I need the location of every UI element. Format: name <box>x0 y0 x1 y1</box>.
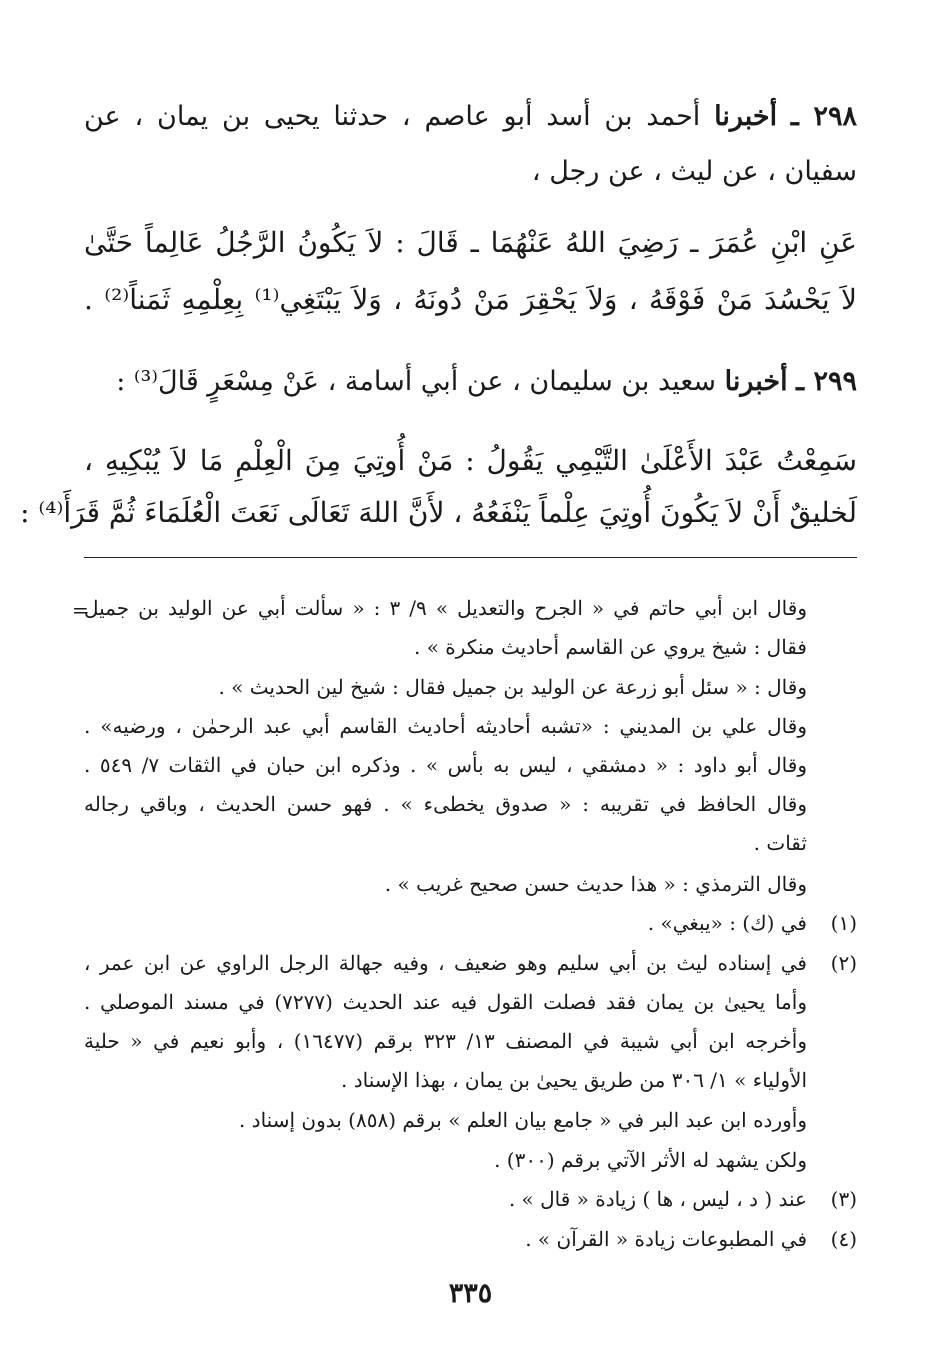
footnote-line: ولكن يشهد له الأثر الآتي برقم (٣٠٠) . <box>494 1148 807 1172</box>
hadith-298-line-1: عَنِ ابْنِ عُمَرَ ـ رَضِيَ اللهُ عَنْهُمَا ـ قَالَ : لاَ يَكُونُ الرَّجُلُ عَالِماً حَتَّىٰ <box>84 226 857 259</box>
entry-keyword: أخبرنا <box>724 366 788 397</box>
page-number: ٣٣٥ <box>448 1278 493 1309</box>
continuation-marker: = <box>72 598 89 622</box>
footnote-line: في (ك) : «يبغي» . <box>647 911 807 935</box>
footnote-continuation-line: وقال أبو داود : « دمشقي ، ليس به بأس » . وذكره ابن حبان في الثقات ٧/ ٥٤٩ . <box>84 753 807 777</box>
footnote-marker: (٤) <box>830 1227 857 1251</box>
hadith-298-line-2: لاَ يَحْسُدَ مَنْ فَوْقَهُ ، وَلاَ يَحْقِرَ مَنْ دُونَهُ ، وَلاَ يَبْتَغِي⁽¹⁾ بِعِلْمِهِ ثَمَناً⁽²⁾ . <box>84 283 857 316</box>
footnote-continuation-line: وقال : « سئل أبو زرعة عن الوليد بن جميل فقال : شيخ لين الحديث » . <box>218 675 807 699</box>
hadith-299-line-2: لَخليقٌ أَنْ لاَ يَكُونَ أُوتِيَ عِلْماً يَنْفَعُهُ ، لأَنَّ اللهَ تَعَالَى نَعَتَ الْعُلَمَاءَ ثُمَّ قَرَأَ⁽⁴⁾ : <box>20 496 857 529</box>
footnote-continuation-line: وقال علي بن المديني : «تشبه أحاديثه أحاديث القاسم أبي عبد الرحمٰن ، ورضيه» . <box>84 714 807 738</box>
footnote-line: وأخرجه ابن أبي شيبة في المصنف ١٣/ ٣٢٣ برقم (١٦٤٧٧) ، وأبو نعيم في « حلية <box>84 1029 807 1053</box>
footnote-line: وأورده ابن عبد البر في « جامع بيان العلم » برقم (٨٥٨) بدون إسناد . <box>238 1108 807 1132</box>
entry-text: سعيد بن سليمان ، عن أبي أسامة ، عَنْ مِسْعَرٍ قَالَ⁽³⁾ : <box>116 366 716 397</box>
footnote-marker: (١) <box>830 911 857 935</box>
hadith-299-line-1: سَمِعْتُ عَبْدَ الأَعْلَىٰ التَّيْمِي يَقُولُ : مَنْ أُوتِيَ مِنَ الْعِلْمِ مَا لاَ يُبْكِيهِ ، <box>84 444 857 477</box>
entry-keyword: أخبرنا <box>714 101 778 132</box>
footnote-continuation-line: ثقات . <box>753 831 807 855</box>
footnote-continuation-line: وقال ابن أبي حاتم في « الجرح والتعديل » ٩/ ٣ : « سألت أبي عن الوليد بن جميل <box>84 596 807 620</box>
entry-298-line-2: سفيان ، عن ليث ، عن رجل ، <box>531 156 857 187</box>
footnote-line: في إسناده ليث بن أبي سليم وهو ضعيف ، وفيه جهالة الرجل الراوي عن ابن عمر ، <box>84 951 807 975</box>
footnote-continuation-line: وقال الحافظ في تقريبه : « صدوق يخطىء » . فهو حسن الحديث ، وباقي رجاله <box>84 792 807 816</box>
footnote-continuation-line: وقال الترمذي : « هذا حديث حسن صحيح غريب » . <box>384 872 807 896</box>
footnote-line: الأولياء » ١/ ٣٠٦ من طريق يحيىٰ بن يمان ، بهذا الإسناد . <box>341 1068 807 1092</box>
entry-298-line-1 <box>84 101 857 133</box>
footnote-line: وأما يحيىٰ بن يمان فقد فصلت القول فيه عند الحديث (٧٢٧٧) في مسند الموصلي . <box>84 990 807 1014</box>
entry-text: أحمد بن أسد أبو عاصم ، حدثنا يحيى بن يمان ، عن <box>84 101 701 132</box>
entry-number: ٢٩٨ ـ <box>790 101 857 132</box>
entry-number: ٢٩٩ ـ <box>796 366 857 397</box>
footnote-line: في المطبوعات زيادة « القرآن » . <box>525 1227 807 1251</box>
footnote-line: عند ( د ، ليس ، ها ) زيادة « قال » . <box>508 1187 807 1211</box>
book-page <box>20 0 857 1371</box>
footnote-marker: (٢) <box>830 951 857 975</box>
footnote-continuation-line: فقال : شيخ يروي عن القاسم أحاديث منكرة » . <box>414 635 807 659</box>
entry-299-line-1 <box>84 366 857 398</box>
footnote-separator <box>84 557 857 558</box>
footnote-marker: (٣) <box>830 1187 857 1211</box>
